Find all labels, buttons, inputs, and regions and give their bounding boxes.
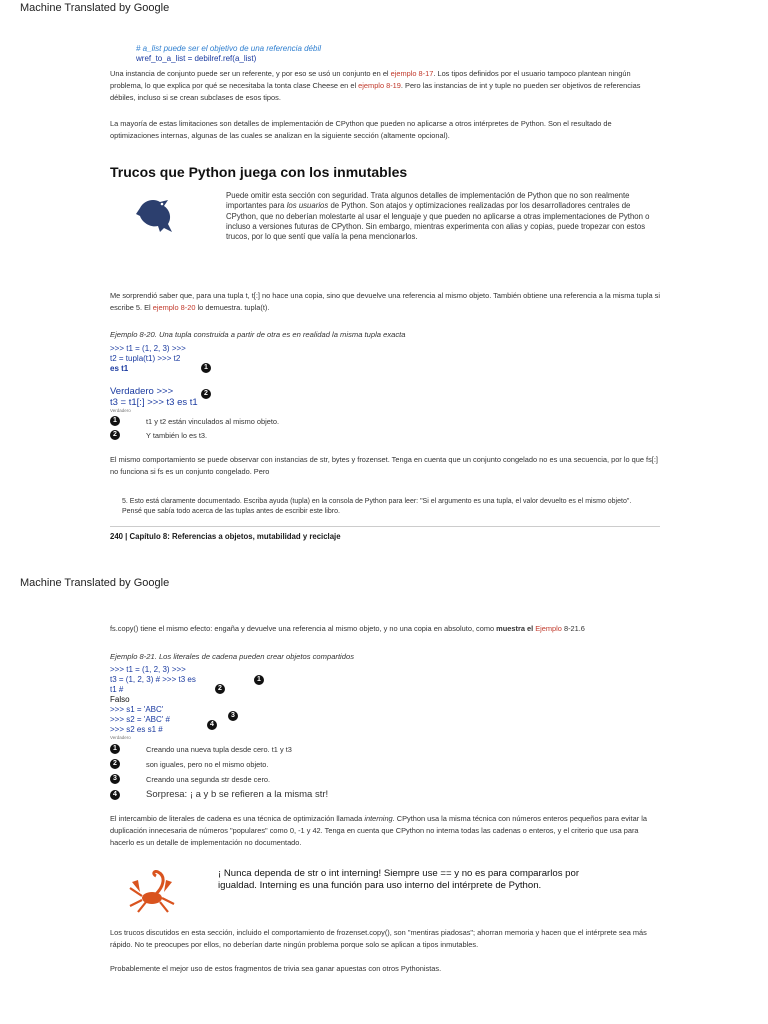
- callout-2: 2 Y también lo es t3.: [110, 430, 207, 440]
- section-heading: Trucos que Python juega con los inmutables: [110, 164, 408, 180]
- code2-line-4: Falso: [110, 695, 130, 704]
- tiny-output-label-2: Verdadero: [110, 735, 131, 740]
- code2-line-2: t3 = (1, 2, 3) # >>> t3 es: [110, 675, 196, 684]
- footer-divider: [110, 526, 660, 527]
- paragraph-weakref-set: Una instancia de conjunto puede ser un referente, y por eso se usó un conjunto en el ejemplo 8-17. Los tipos definidos por el usuario tampoco plantean ningún problema, lo que explica por qué se necesitaba la tonta clase Cheese en el ejemplo 8-19. Pero las instancias de int y tuple no pueden ser objetivos de referencias débiles, incluso si se crean subclases de esos tipos.: [110, 69, 641, 103]
- scorpion-icon: [126, 866, 178, 916]
- code-line-2: t2 = tupla(t1) >>> t2: [110, 354, 181, 363]
- code2-line-6: >>> s2 = 'ABC' #: [110, 715, 170, 724]
- code2-line-5: >>> s1 = 'ABC': [110, 705, 164, 714]
- paragraph-white-lies: Los trucos discutidos en esta sección, incluido el comportamiento de frozenset.copy(), son "mentiras piadosas"; ahorran memoria y hacen que el intérprete sea más rápido. No te preocupes por ellos, no deberían darte ningún problema porque solo se aplican a tipos inmutables.: [110, 928, 647, 950]
- tiny-output-label: Verdadero: [110, 408, 131, 413]
- example-8-20-code: [110, 344, 198, 413]
- example-8-21-caption: Ejemplo 8-21. Los literales de cadena pueden crear objetos compartidos: [110, 652, 354, 661]
- paragraph-limitations: La mayoría de estas limitaciones son detalles de implementación de CPython que pueden no aplicarse a otros intérpretes de Python. Son el resultado de optimizaciones internas, algunas de las cuales se analizan en la siguiente sección (altamente opcional).: [110, 119, 612, 141]
- callout-1: 1 t1 y t2 están vinculados al mismo objeto.: [110, 416, 279, 426]
- machine-translated-label-2: Machine Translated by Google: [20, 577, 170, 589]
- example-8-20-caption: Ejemplo 8-20. Una tupla construida a partir de otra es en realidad la misma tupla exacta: [110, 330, 406, 339]
- code-comment: # a_list puede ser el objetivo de una referencia débil: [136, 44, 322, 53]
- callout-marker-1: 1: [201, 363, 211, 373]
- machine-translated-label: Machine Translated by Google: [20, 2, 170, 14]
- paragraph-frozenset-copy: fs.copy() tiene el mismo efecto: engaña y devuelve una referencia al mismo objeto, y no una copia en absoluto, como muestra el Ejemplo 8-21.6: [110, 624, 585, 633]
- link-example-8-21[interactable]: Ejemplo: [535, 624, 562, 633]
- paragraph-tuple-copy: Me sorprendió saber que, para una tupla t, t[:] no hace una copia, sino que devuelve una referencia al mismo objeto. También obtiene una referencia a la misma tupla si escribe 5. El ejemplo 8-20 lo demuestra. tupla(t).: [110, 291, 660, 313]
- callout-2-2: 2 son iguales, pero no el mismo objeto.: [110, 759, 268, 769]
- callout-2-3: 3 Creando una segunda str desde cero.: [110, 774, 270, 784]
- page-footer: 240 | Capítulo 8: Referencias a objetos, mutabilidad y reciclaje: [110, 532, 341, 541]
- callout-marker-2-4: 4: [207, 720, 217, 730]
- code-line-3: es t1: [110, 364, 129, 373]
- code2-line-1: >>> t1 = (1, 2, 3) >>>: [110, 665, 186, 674]
- code-line-5: t3 = t1[:] >>> t3 es t1: [110, 397, 198, 408]
- page-1-code-snippet: [110, 44, 660, 64]
- link-example-8-17[interactable]: ejemplo 8-17: [390, 69, 434, 78]
- callout-2-1: 1 Creando una nueva tupla desde cero. t1 y t3: [110, 744, 292, 754]
- paragraph-trivia: Probablemente el mejor uso de estos fragmentos de trivia sea ganar apuestas con otros Pythonistas.: [110, 964, 442, 973]
- paragraph-interning: El intercambio de literales de cadena es una técnica de optimización llamada interning. CPython usa la misma técnica con números enteros pequeños para evitar la duplicación innecesaria de números "populares" como 0, -1 y 42. Tenga en cuenta que CPython no interna todas las cadenas o enteros, y el criterio que usa para hacerlo es un detalle de implementación no documentado.: [110, 814, 647, 848]
- crow-icon: [134, 194, 176, 234]
- link-example-8-20[interactable]: ejemplo 8-20: [152, 303, 196, 313]
- code-line: wref_to_a_list = debilref.ref(a_list): [136, 54, 257, 63]
- paragraph-str-bytes: El mismo comportamiento se puede observar con instancias de str, bytes y frozenset. Tenga en cuenta que un conjunto congelado no es una secuencia, por lo que fs[:] no funciona si fs es un conjunto congelado. Pero: [110, 455, 658, 477]
- note-skip-section: Puede omitir esta sección con seguridad. Trata algunos detalles de implementación de Python que no son realmente importantes para los usuarios de Python. Son atajos y optimizaciones realizadas por los desarrolladores centrales de CPython, que no deberían molestarte al usar el lenguaje y que pueden no aplicarse a otras implementaciones de Python o incluso a versiones futuras de CPython. Sin embargo, mientras experimenta con alias y copias, puede tropezar con estos trucos, por lo que sentí que valía la pena mencionarlos.: [226, 191, 650, 242]
- callout-2-4: 4 Sorpresa: ¡ a y b se refieren a la misma str!: [110, 789, 328, 800]
- callout-marker-2: 2: [201, 389, 211, 399]
- callout-marker-2-1: 1: [254, 675, 264, 685]
- code2-line-3: t1 #: [110, 685, 124, 694]
- link-example-8-19[interactable]: ejemplo 8-19: [358, 81, 401, 91]
- footnote-5: 5. Esto está claramente documentado. Escriba ayuda (tupla) en la consola de Python para leer: "Si el argumento es una tupla, el valor devuelto es el mismo objeto". Pensé que sabía todo acerca de las tuplas antes de escribir este libro.: [122, 498, 632, 515]
- example-8-21-code: [110, 665, 196, 740]
- callout-marker-2-3: 3: [228, 711, 238, 721]
- code-line-4: Verdadero >>>: [110, 386, 174, 397]
- code-line-1: >>> t1 = (1, 2, 3) >>>: [110, 344, 186, 353]
- warning-interning: ¡ Nunca dependa de str o int interning! Siempre use == y no es para compararlos por igualdad. Interning es una función para uso interno del intérprete de Python.: [218, 868, 580, 891]
- code2-line-7: >>> s2 es s1 #: [110, 725, 163, 734]
- callout-marker-2-2: 2: [215, 684, 225, 694]
